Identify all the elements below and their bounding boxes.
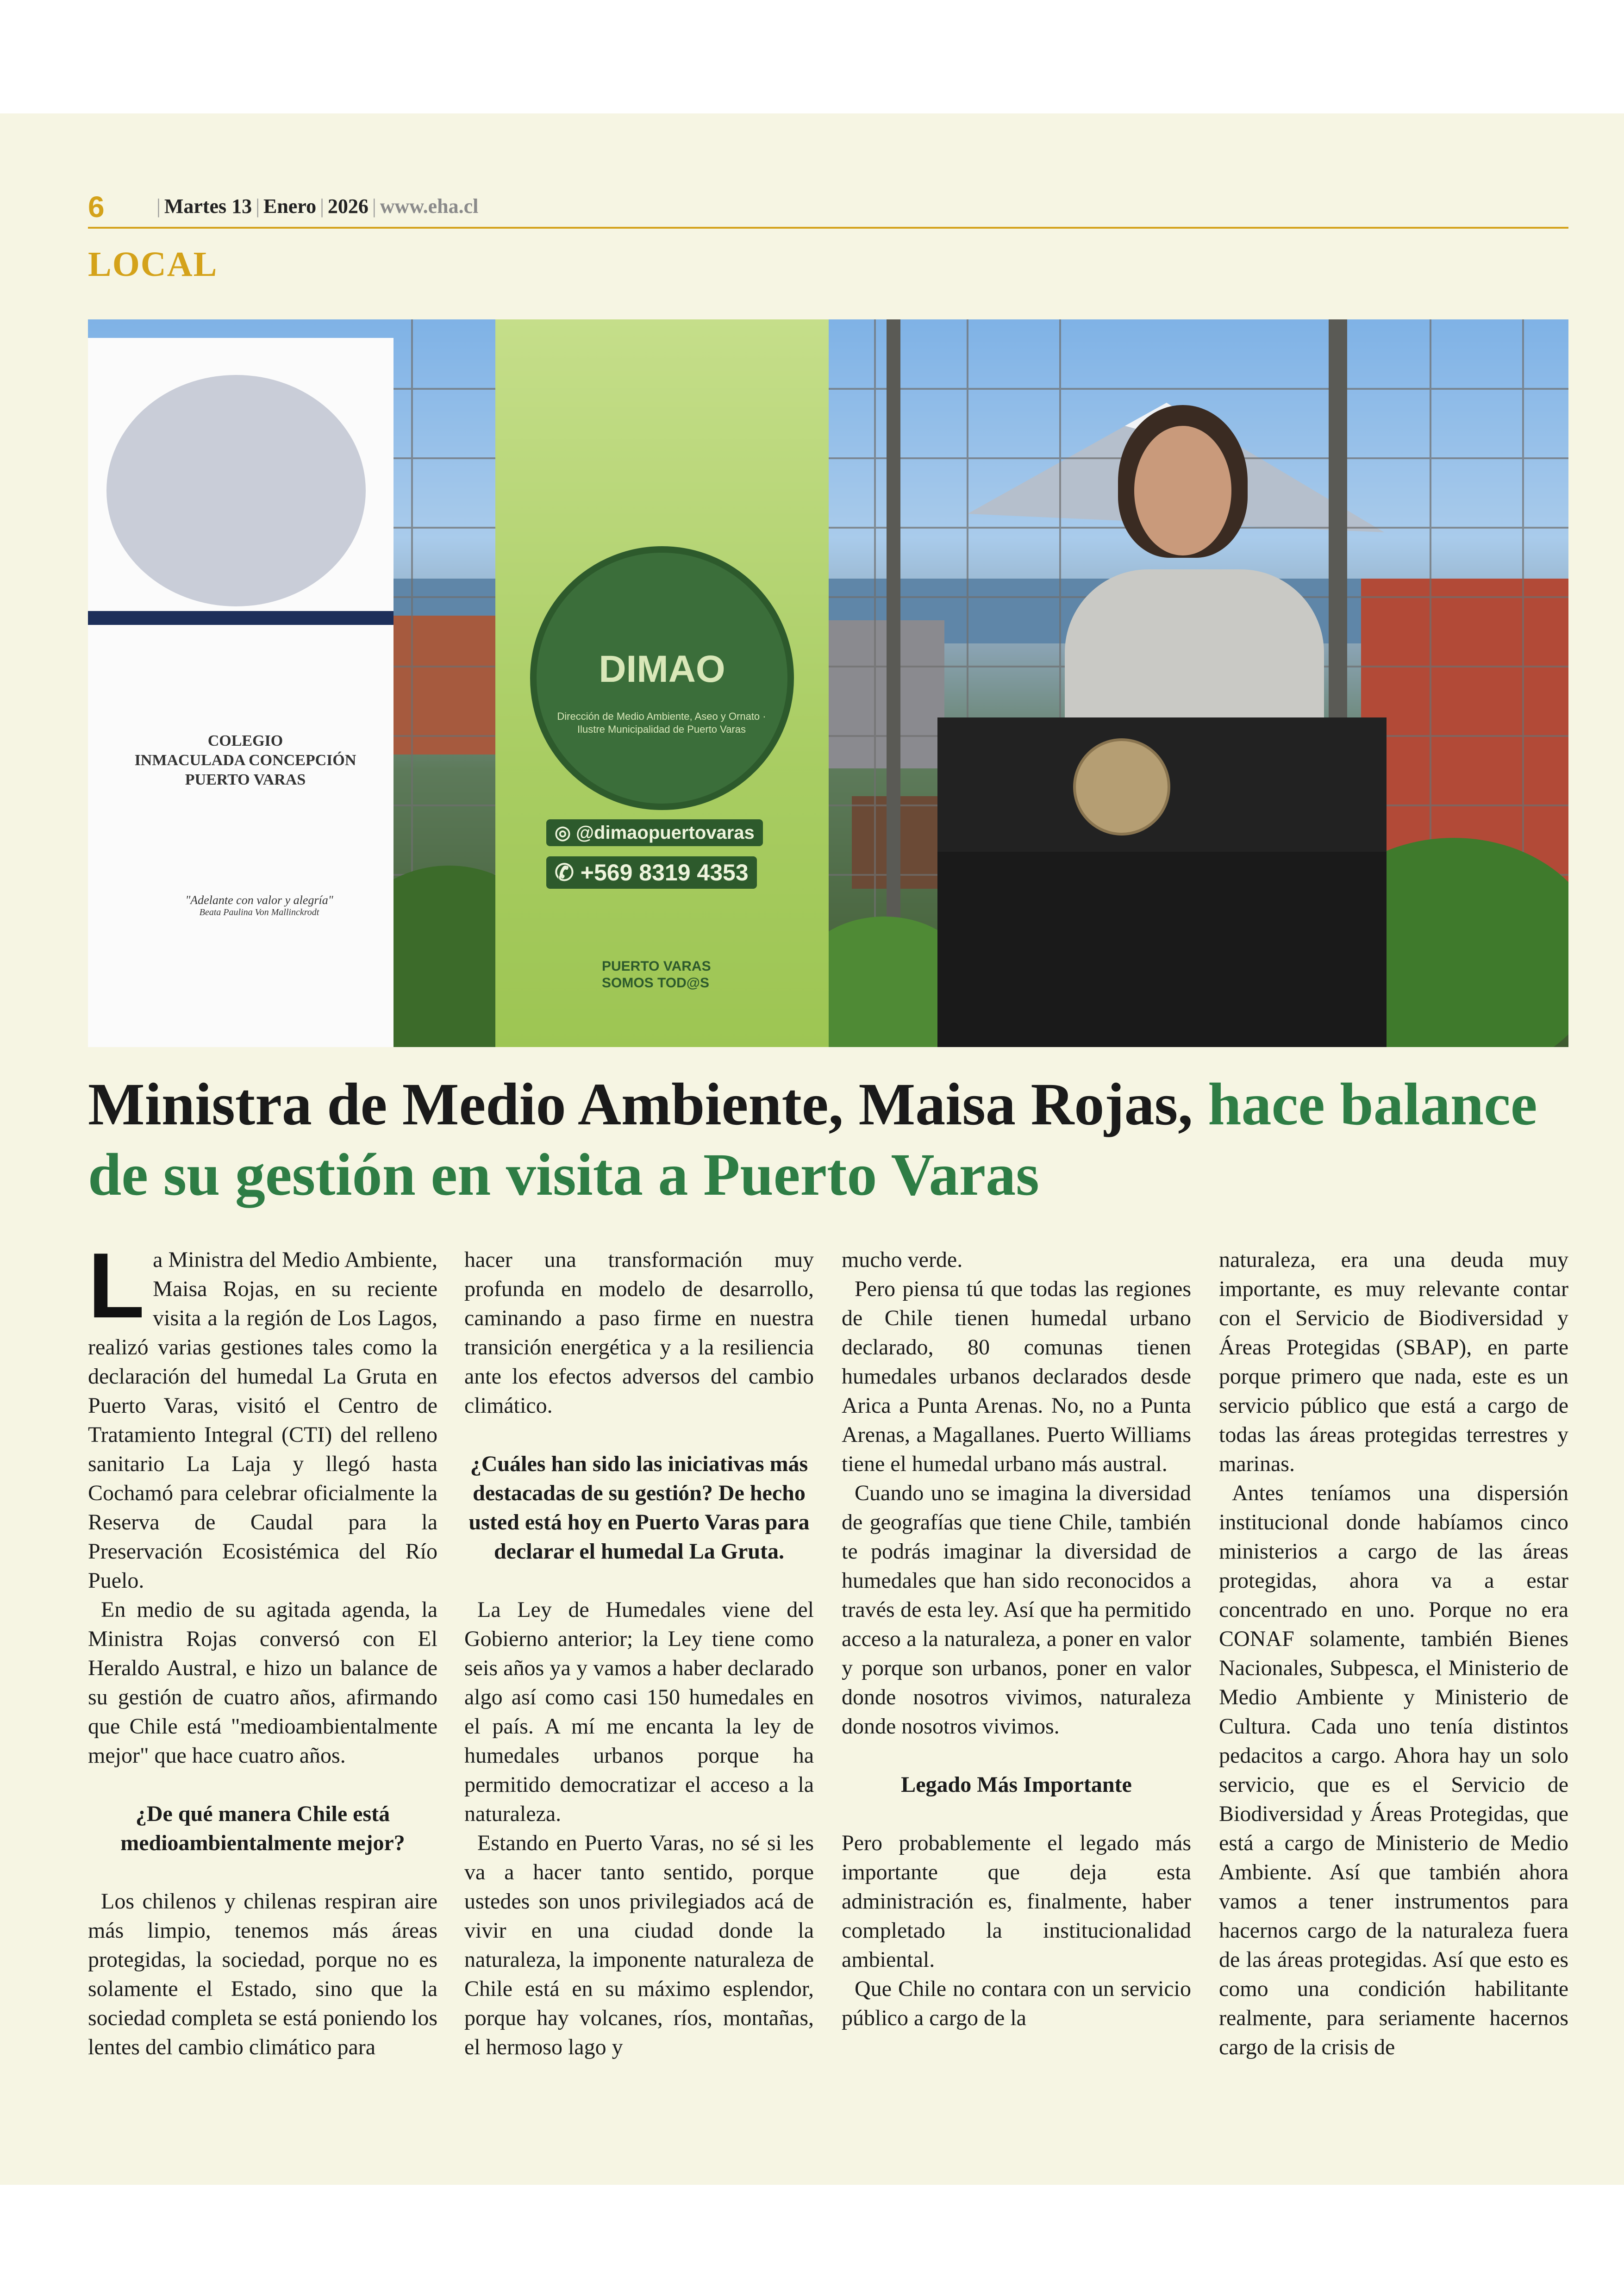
header-rule [88, 227, 1568, 229]
issue-date-line: | Martes 13 | Enero | 2026 | www.eha.cl [156, 195, 479, 218]
page-header [88, 190, 1568, 227]
paragraph: mucho verde. [842, 1247, 963, 1272]
dimao-ring-text: Dirección de Medio Ambiente, Aseo y Ornato · Ilustre Municipalidad de Puerto Varas [557, 711, 766, 735]
paragraph: Pero piensa tú que todas las regiones de Chile tienen humedal urbano declarado, 80 comunas tienen humedales urbanos declarados desde Arica a Punta Arenas. No, no a Punta Arenas, a Magallanes. Puerto Williams tiene el humedal urbano más austral. [842, 1277, 1191, 1476]
issue-month: Enero [263, 195, 317, 218]
banner-footer-city: PUERTO VARAS [602, 959, 711, 974]
section-label: LOCAL [88, 245, 218, 284]
paragraph: Cuando uno se imagina la diversidad de geografías que tiene Chile, también te podrás imaginar la diversidad de humedales que han sido reconocidos a través de esta ley. Así que ha permitido acceso a la naturaleza, a poner en valor y porque son urbanos, poner en valor donde nosotros vivimos, naturaleza donde nosotros vivimos. [842, 1481, 1191, 1739]
interview-question: ¿Cuáles han sido las iniciativas más destacadas de su gestión? De hecho usted está hoy en Puerto Varas para declarar el humedal La Gruta. [468, 1452, 810, 1564]
article-column-2 [464, 1245, 814, 2062]
paragraph: naturaleza, era una deuda muy importante, es muy relevante contar con el Servicio de Biodiversidad y Áreas Protegidas (SBAP), en parte porque primero que nada, este es un servicio público que está a cargo de todas las áreas protegidas terrestres y marinas. [1219, 1247, 1568, 1476]
paragraph: Los chilenos y chilenas respiran aire más limpio, tenemos más áreas protegidas, la sociedad, porque no es solamente el Estado, sino que la sociedad completa se está poniendo los lentes del cambio climático para [88, 1889, 437, 2059]
page-number: 6 [88, 190, 105, 224]
school-banner [88, 338, 394, 1047]
paragraph: Estando en Puerto Varas, no sé si les va a hacer tanto sentido, porque ustedes son unos privilegiados acá de vivir en una ciudad donde la naturaleza, la imponente naturaleza de Chile está en su máximo esplendor, porque hay volcanes, ríos, montañas, el hermoso lago y [464, 1831, 814, 2059]
banner-stripe [88, 611, 394, 625]
instagram-handle: @dimaopuertovaras [576, 823, 755, 843]
banner-line-3: PUERTO VARAS [185, 771, 306, 788]
article-headline [88, 1069, 1568, 1210]
paragraph: hacer una transformación muy profunda en modelo de desarrollo, caminando a paso firme en nuestra transición energética y a la resiliencia ante los efectos adversos del cambio climático. [464, 1247, 814, 1418]
podium-seal [1073, 738, 1170, 836]
article-photo [88, 319, 1568, 1047]
headline-part-2: hace balance de su gestión en visita a Puerto Varas [88, 1071, 1537, 1208]
headline-part-1: Ministra de Medio Ambiente, Maisa Rojas, [88, 1071, 1208, 1138]
speaker-face [1134, 426, 1231, 555]
dimao-logo-word: DIMAO [599, 648, 725, 690]
banner-footer-slogan: SOMOS TOD@S [602, 975, 710, 991]
issue-year: 2026 [327, 195, 369, 218]
paragraph: La Ley de Humedales viene del Gobierno anterior; la Ley tiene como seis años ya y vamos a haber declarado algo así como casi 150 humedales en el país. A mí me encanta la ley de humedales urbanos porque ha permitido democratizar el acceso a la naturaleza. [464, 1597, 814, 1826]
drop-cap: L [88, 1234, 145, 1337]
site-url[interactable]: www.eha.cl [380, 195, 479, 218]
article-column-1 [88, 1234, 437, 2062]
paragraph: Pero probablemente el legado más importante que deja esta administración es, finalmente, haber completado la institucionalidad ambiental. [842, 1831, 1191, 1972]
paragraph: Que Chile no contara con un servicio público a cargo de la [842, 1977, 1191, 2030]
banner-photo-circle [106, 375, 366, 606]
banner-quote-author: Beata Paulina Von Mallinckrodt [199, 907, 319, 917]
dimao-logo [530, 546, 794, 810]
paragraph: Antes teníamos una dispersión institucional donde habíamos cinco ministerios a cargo de las áreas protegidas, ahora va a estar concentrado en uno. Porque no era CONAF solamente, también Bienes Nacionales, Subpesca, el Ministerio de Medio Ambiente y Ministerio de Cultura. Cada uno tenía distintos pedacitos a cargo. Ahora hay un solo servicio, que es el Servicio de Biodiversidad y Áreas Protegidas, que está a cargo de Ministerio de Medio Ambiente. Así que también ahora vamos a tener instrumentos para hacernos cargo de la naturaleza fuera de las áreas protegidas. Así que esto es como una condición habilitante realmente, para seriamente hacernos cargo de la crisis de [1219, 1481, 1568, 2059]
dimao-banner [495, 319, 829, 1047]
banner-line-1: COLEGIO [207, 732, 283, 749]
issue-day: Martes 13 [164, 195, 252, 218]
banner-line-2: INMACULADA CONCEPCIÓN [134, 752, 356, 769]
interview-question: ¿De qué manera Chile está medioambientalmente mejor? [120, 1802, 405, 1855]
whatsapp-icon: ✆ [555, 860, 581, 886]
article-column-4 [1219, 1245, 1568, 2062]
banner-quote: "Adelante con valor y alegría" [185, 893, 333, 907]
paragraph: a Ministra del Medio Ambiente, Maisa Rojas, en su reciente visita a la región de Los Lagos, realizó varias gestiones tales como la declaración del humedal La Gruta en Puerto Varas, visitó el Centro de Tratamiento Integral (CTI) del relleno sanitario La Laja y llegó hasta Cochamó para celebrar oficialmente la Reserva de Caudal para la Preservación Ecosistémica del Río Puelo. [88, 1247, 437, 1593]
subheading: Legado Más Importante [901, 1772, 1132, 1797]
paragraph: En medio de su agitada agenda, la Ministra Rojas conversó con El Heraldo Austral, e hizo un balance de su gestión de cuatro años, afirmando que Chile está "medioambientalmente mejor" que hace cuatro años. [88, 1597, 437, 1768]
phone-number: +569 8319 4353 [580, 860, 749, 886]
article-column-3 [842, 1245, 1191, 2033]
instagram-icon: ◎ [555, 823, 576, 843]
